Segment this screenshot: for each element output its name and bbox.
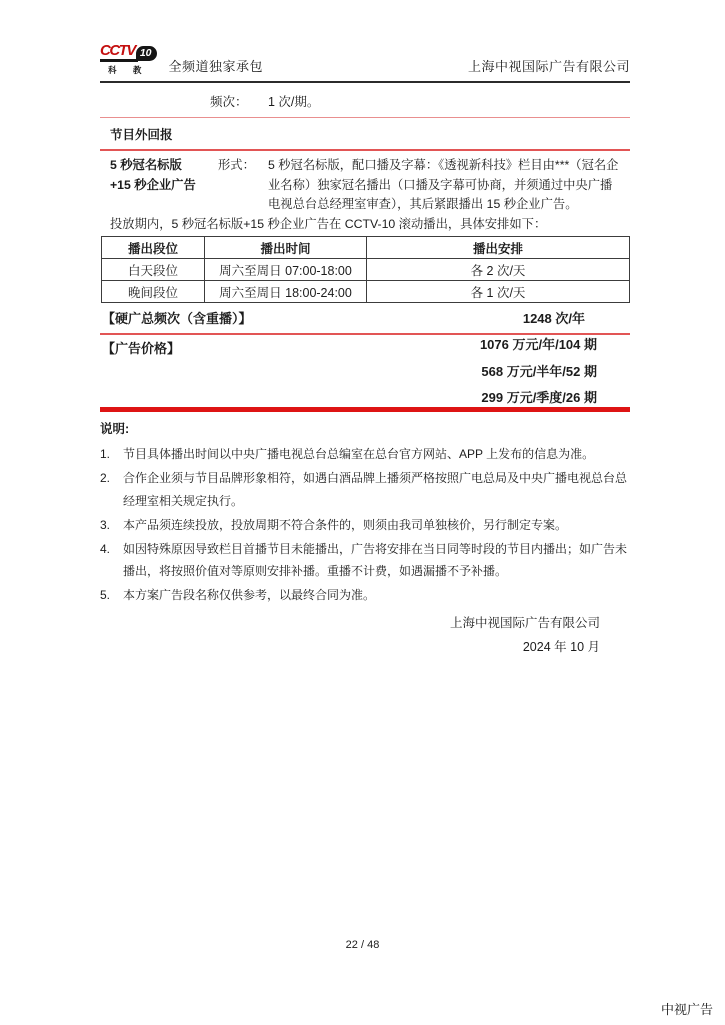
header-left-title: 全频道独家承包	[168, 59, 264, 74]
frequency-value: 1 次/期。	[268, 95, 320, 109]
notes-title: 说明:	[100, 422, 130, 436]
table-row	[102, 281, 630, 303]
section-title: 节目外回报	[100, 118, 630, 151]
form-label: 形式：	[218, 158, 255, 172]
cell-slot: 晚间段位	[102, 281, 205, 303]
pricing-values	[480, 338, 630, 405]
table-row	[102, 259, 630, 281]
totals-label: 【硬广总频次（含重播）】	[102, 311, 252, 326]
pricing-label: 【广告价格】	[102, 341, 181, 356]
note-text: 合作企业须与节目品牌形象相符，如遇白酒品牌上播须严格按照广电总局及中央广播电视总台总经理室相关规定执行。	[123, 471, 628, 508]
channel-10-badge: 10	[136, 46, 157, 61]
package-name-line1: 5 秒冠名标版	[110, 158, 182, 172]
note-number: 2.	[100, 471, 111, 485]
signature-block	[100, 611, 630, 659]
price-halfyear: 568 万元/半年/52 期	[481, 363, 597, 379]
schedule-table	[101, 236, 630, 303]
note-text: 如因特殊原因导致栏目首播节目未能播出，广告将安排在当日同等时段的节目内播出；如广告未播出，将按照价值对等原则安排补播。重播不计费，如遇漏播不予补播。	[123, 541, 628, 578]
cell-time: 周六至周日 18:00-24:00	[205, 281, 367, 303]
cell-slot: 白天段位	[102, 259, 205, 281]
col-header-time: 播出时间	[205, 237, 367, 259]
list-item	[100, 443, 630, 466]
col-header-slot: 播出段位	[102, 237, 205, 259]
totals-row	[100, 303, 630, 335]
totals-value: 1248 次/年	[522, 311, 585, 326]
package-block	[100, 156, 630, 215]
cctv-logo-text: CCTV	[100, 44, 138, 62]
pricing-block	[100, 335, 630, 407]
list-item	[100, 467, 630, 512]
signature-company: 上海中视国际广告有限公司	[449, 615, 600, 630]
document-page	[100, 44, 630, 659]
note-number: 3.	[100, 517, 111, 532]
header-company-name: 上海中视国际广告有限公司	[467, 59, 630, 74]
notes-list	[100, 443, 630, 607]
frequency-row	[100, 92, 630, 118]
note-number: 1.	[100, 447, 111, 461]
cctv10-logo	[100, 44, 157, 76]
channel-subtitle: 科 教	[108, 65, 149, 75]
list-item	[100, 538, 630, 583]
package-name-line2: +15 秒企业广告	[110, 177, 196, 192]
red-divider-band	[100, 407, 630, 412]
price-quarter: 299 万元/季度/26 期	[481, 390, 597, 405]
list-item	[100, 514, 630, 537]
price-yearly: 1076 万元/年/104 期	[479, 337, 597, 352]
note-text: 本产品须连续投放，投放周期不符合条件的，则须由我司单独核价，另行制定专案。	[123, 517, 568, 532]
table-header-row	[102, 237, 630, 259]
cell-time: 周六至周日 07:00-18:00	[205, 259, 367, 281]
note-number: 5.	[100, 588, 111, 602]
list-item	[100, 584, 630, 607]
page-header	[100, 44, 630, 83]
form-description: 5 秒冠名标版，配口播及字幕：《透视新科技》栏目由***（冠名企业名称）独家冠名播出（口播及字幕可协商，并须通过中央广播电视总台总经理室审查），其后紧跟播出 15 秒企业广告。	[268, 158, 619, 211]
note-number: 4.	[100, 541, 111, 556]
schedule-intro: 投放期内，5 秒冠名标版+15 秒企业广告在 CCTV-10 滚动播出，具体安排如下：	[110, 216, 547, 231]
col-header-arrangement: 播出安排	[367, 237, 630, 259]
note-text: 本方案广告段名称仅供参考，以最终合同为准。	[123, 588, 376, 602]
corner-watermark: 中视广告	[660, 1002, 713, 1017]
signature-date: 2024 年 10 月	[522, 639, 600, 654]
note-text: 节目具体播出时间以中央广播电视总台总编室在总台官方网站、APP 上发布的信息为准。	[123, 447, 595, 461]
package-name	[100, 156, 218, 215]
cell-arrangement: 各 1 次/天	[367, 281, 630, 303]
frequency-label: 频次：	[210, 95, 248, 109]
page-number: 22 / 48	[345, 939, 380, 951]
cell-arrangement: 各 2 次/天	[367, 259, 630, 281]
